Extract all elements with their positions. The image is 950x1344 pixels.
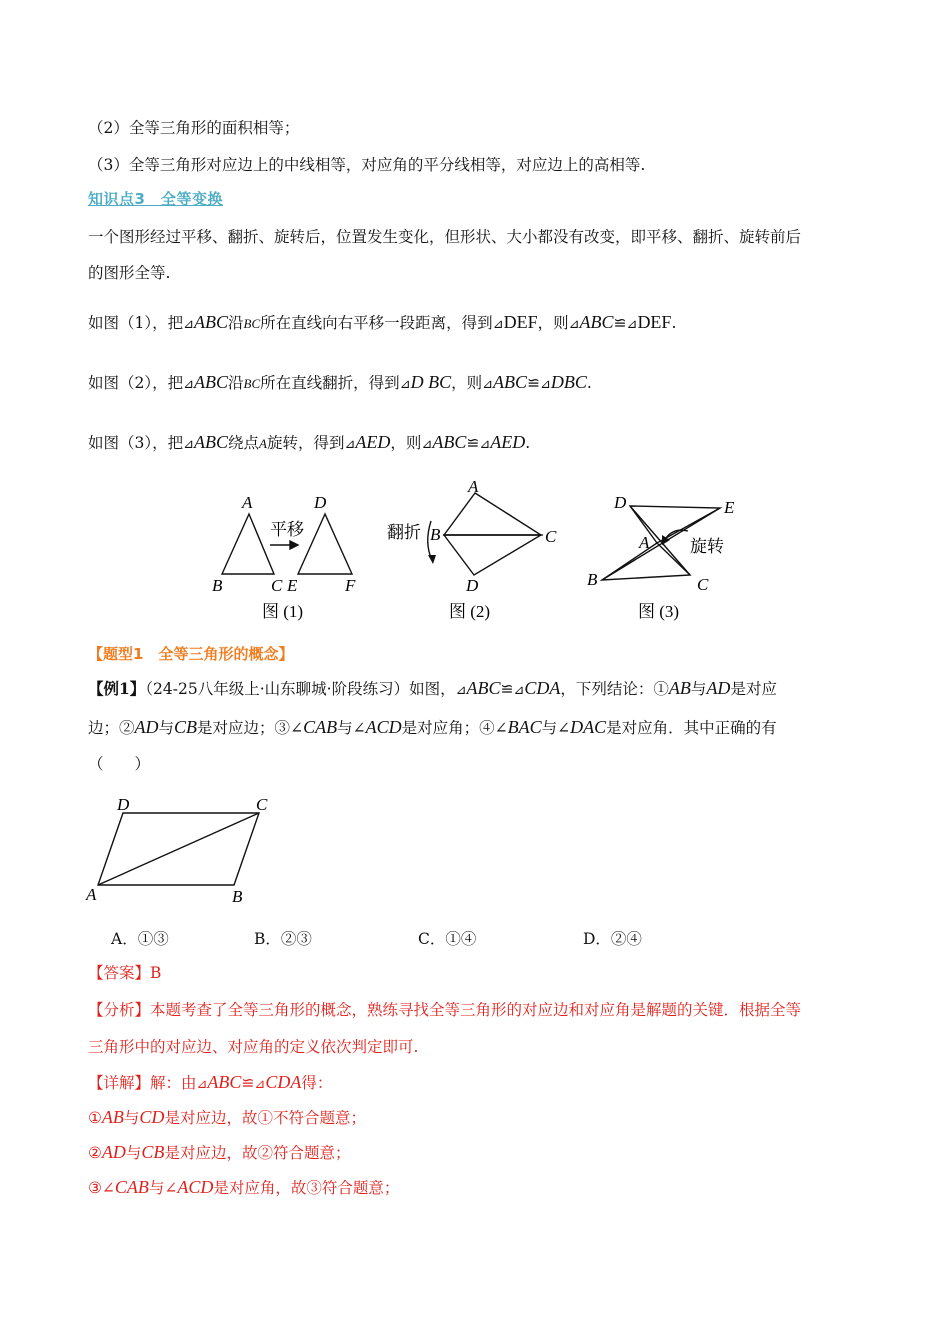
option-c[interactable]: C．①④ [418,930,477,948]
fig4-label-D: D [117,795,130,814]
figure-2-reflection [428,493,541,575]
detail-step-3: ③∠CAB与∠ACD是对应角，故③符合题意； [88,1177,400,1197]
parallelogram-figure [80,790,280,910]
fig2-action: 翻折 [387,523,421,542]
intro-line-2: 的图形全等. [88,264,171,282]
property-2: （2）全等三角形的面积相等； [88,119,300,137]
fig3-label-E: E [724,498,735,517]
case-3: 如图（3），把⊿ABC绕点A旋转，得到⊿AED，则⊿ABC≌⊿AED. [88,432,531,452]
fig3-caption: 图 (3) [638,602,680,621]
property-3: （3）全等三角形对应边上的中线相等，对应角的平分线相等，对应边上的高相等. [88,156,646,174]
fig2-caption: 图 (2) [449,602,491,621]
fig1-label-F: F [345,576,356,595]
answer: 【答案】B [88,964,162,982]
fig2-label-D: D [466,576,479,595]
example-line-1: 【例1】（24-25八年级上·山东聊城·阶段练习）如图，⊿ABC≌⊿CDA，下列结论：①AB与AD是对应 [88,678,777,698]
fig3-label-C: C [697,575,709,594]
fig3-label-A: A [639,533,650,552]
fig1-action: 平移 [270,520,304,539]
case-1: 如图（1），把⊿ABC沿BC所在直线向右平移一段距离，得到⊿DEF，则⊿ABC≌⊿DEF. [88,312,677,332]
fig1-caption: 图 (1) [262,602,304,621]
question-type-title: 【题型1 全等三角形的概念】 [88,645,294,663]
example-line-2: 边；②AD与CB是对应边；③∠CAB与∠ACD是对应角；④∠BAC与∠DAC是对应角．其中正确的有 [88,717,777,737]
option-a[interactable]: A．①③ [111,930,169,948]
option-b[interactable]: B．②③ [254,930,312,948]
fig2-label-C: C [545,527,557,546]
case-2: 如图（2），把⊿ABC沿BC所在直线翻折，得到⊿D BC，则⊿ABC≌⊿DBC. [88,372,592,392]
analysis-line-1: 【分析】本题考查了全等三角形的概念，熟练寻找全等三角形的对应边和对应角是解题的关键．根据全等 [88,1001,802,1019]
detail-step-1: ①AB与CD是对应边，故①不符合题意； [88,1107,366,1127]
detail-step-2: ②AD与CB是对应边，故②符合题意； [88,1142,351,1162]
fig1-label-E: E [287,576,298,595]
fig1-label-B: B [212,576,223,595]
fig2-label-B: B [430,525,441,544]
fig2-label-A: A [468,477,479,496]
fig3-label-B: B [587,570,598,589]
fig1-label-D: D [314,493,327,512]
fig4-label-C: C [256,795,268,814]
fig1-label-A: A [242,493,253,512]
example-paren: （ ） [88,755,151,773]
analysis-line-2: 三角形中的对应边、对应角的定义依次判定即可. [88,1038,419,1056]
transform-figures [0,470,950,635]
option-d[interactable]: D．②④ [583,930,642,948]
intro-line-1: 一个图形经过平移、翻折、旋转后，位置发生变化，但形状、大小都没有改变，即平移、翻折、旋转前后 [88,228,802,246]
fig3-action: 旋转 [690,537,724,556]
detail-head: 【详解】解：由⊿ABC≌⊿CDA得： [88,1072,333,1092]
fig1-label-C: C [271,576,283,595]
knowledge-point-title: 知识点3 全等变换 [88,190,223,208]
fig4-label-B: B [232,887,243,906]
fig4-label-A: A [86,885,97,904]
fig3-label-D: D [614,493,627,512]
